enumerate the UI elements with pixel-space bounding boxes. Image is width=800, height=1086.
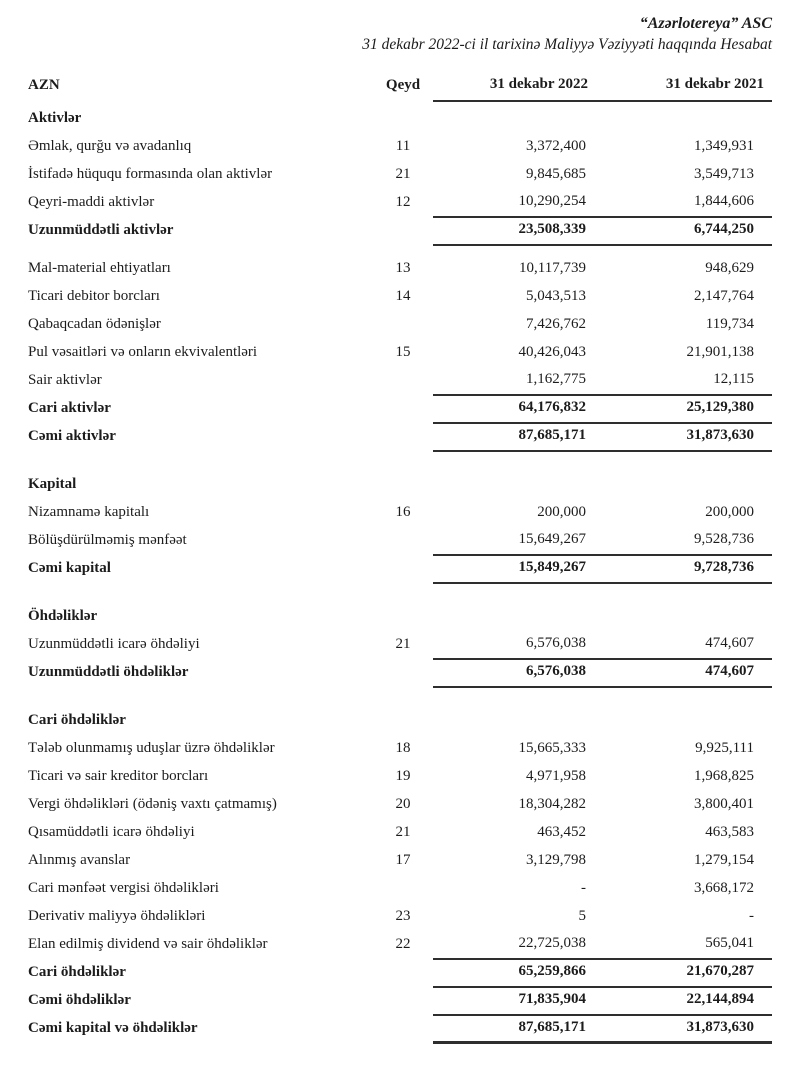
row-label: Mal-material ehtiyatları [28,260,171,277]
value-2022: 200,000 [537,504,586,521]
value-2021: 9,925,111 [695,740,754,757]
row-values [433,283,772,311]
row-label: Kapital [28,476,77,493]
row-note: 13 [395,260,411,277]
total-row [28,423,772,451]
value-2022: 87,685,171 [518,427,586,444]
value-2021: 474,607 [705,635,754,652]
value-2021: 3,800,401 [694,796,754,813]
table-row [28,763,772,791]
row-label: Qısamüddətli icarə öhdəliyi [28,824,195,841]
row-label: Cari öhdəliklər [28,964,126,981]
total-row [28,1015,772,1043]
table-row [28,255,772,283]
value-2021: 1,279,154 [694,852,754,869]
row-note: 17 [395,852,411,869]
value-2022: 15,665,333 [518,740,586,757]
value-2021: 31,873,630 [686,1018,754,1035]
row-values [433,958,772,988]
value-2022: 10,290,254 [518,193,586,210]
row-label: Alınmış avanslar [28,852,131,869]
row-values [433,471,772,499]
row-values [433,499,772,527]
total-row [28,659,772,687]
row-label: Cari aktivlər [28,400,111,417]
row-values [433,366,772,396]
row-values [433,216,772,246]
value-2021: 25,129,380 [686,399,754,416]
value-2021: 21,901,138 [686,344,754,361]
table-row [28,903,772,931]
row-label: Elan edilmiş dividend və sair öhdəliklər [28,936,268,953]
section-gap [28,583,772,603]
table-row [28,791,772,819]
value-2022: 22,725,038 [518,935,586,952]
value-2022: 71,835,904 [518,991,586,1008]
table-row [28,161,772,189]
table-row [28,367,772,395]
total-row [28,555,772,583]
row-label: Ticari və sair kreditor borcları [28,768,209,785]
row-values [433,930,772,960]
value-2022: 15,849,267 [518,559,586,576]
row-label: Uzunmüddətli aktivlər [28,222,174,239]
value-2021: 12,115 [713,371,754,388]
table-row [28,339,772,367]
value-2021: 21,670,287 [686,963,754,980]
section-header-row [28,603,772,631]
row-note: 11 [395,138,411,155]
value-2021: 1,844,606 [694,193,754,210]
table-row [28,499,772,527]
value-2022: 10,117,739 [519,260,586,277]
row-values [433,658,772,688]
table-row [28,283,772,311]
value-2021: 1,968,825 [694,768,754,785]
table-row [28,189,772,217]
row-values [433,161,772,189]
value-2022: 18,304,282 [518,796,586,813]
value-2022: 7,426,762 [526,316,586,333]
row-values [433,554,772,584]
row-note: 15 [395,344,411,361]
row-values [433,133,772,161]
total-row [28,217,772,245]
row-label: Cəmi kapital [28,560,111,577]
column-header-note: Qeyd [385,77,421,94]
row-label: Qabaqcadan ödənişlər [28,316,161,333]
row-label: Uzunmüddətli öhdəliklər [28,664,189,681]
row-values [433,707,772,735]
table-row [28,133,772,161]
value-2022: - [581,880,586,897]
value-2021: 6,744,250 [694,221,754,238]
row-values [433,311,772,339]
row-label: Bölüşdürülməmiş mənfəət [28,532,187,549]
row-note: 16 [395,504,411,521]
row-label: Aktivlər [28,110,82,127]
row-note: 21 [395,166,411,183]
row-values [433,526,772,556]
row-label: Vergi öhdəlikləri (ödəniş vaxtı çatmamış) [28,796,277,813]
value-2021: 9,728,736 [694,559,754,576]
value-2022: 5 [578,908,586,925]
row-label: Cari mənfəət vergisi öhdəlikləri [28,880,219,897]
value-2022: 6,576,038 [526,635,586,652]
row-values [433,422,772,452]
row-values [433,603,772,631]
table-row [28,819,772,847]
value-2022: 3,129,798 [526,852,586,869]
section-header-row [28,471,772,499]
value-2022: 15,649,267 [518,531,586,548]
row-note: 22 [395,936,411,953]
row-label: Əmlak, qurğu və avadanlıq [28,138,192,155]
value-2022: 23,508,339 [518,221,586,238]
table-row [28,875,772,903]
value-2022: 40,426,043 [518,344,586,361]
document-header [28,14,772,55]
row-label: Nizamnamə kapitalı [28,504,150,521]
value-2022: 6,576,038 [526,663,586,680]
row-note: 23 [395,908,411,925]
row-note: 21 [395,824,411,841]
value-2021: 9,528,736 [694,531,754,548]
row-label: Derivativ maliyyə öhdəlikləri [28,908,206,925]
value-2021: 31,873,630 [686,427,754,444]
row-note: 12 [395,194,411,211]
total-row [28,987,772,1015]
row-values [433,339,772,367]
value-2022: 1,162,775 [526,371,586,388]
value-2021: 22,144,894 [686,991,754,1008]
row-label: Sair aktivlər [28,372,102,389]
value-2022: 9,845,685 [526,166,586,183]
value-2022: 4,971,958 [526,768,586,785]
row-values [433,763,772,791]
value-2022: 5,043,513 [526,288,586,305]
balance-sheet-table [28,71,772,1043]
table-header-row [28,71,772,101]
table-row [28,527,772,555]
row-note: 21 [395,636,411,653]
value-2021: 463,583 [705,824,754,841]
column-header-2021: 31 dekabr 2021 [665,76,764,93]
value-2021: 119,734 [705,316,754,333]
report-title: 31 dekabr 2022-ci il tarixinə Maliyyə Vəziyyəti haqqında Hesabat [362,35,772,53]
value-2021: 3,549,713 [694,166,754,183]
table-row [28,311,772,339]
section-gap [28,451,772,471]
row-values [433,875,772,903]
row-label: Cari öhdəliklər [28,712,126,729]
column-header-currency: AZN [28,77,60,94]
row-values [433,791,772,819]
section-gap [28,687,772,707]
column-header-values [433,70,772,102]
value-2022: 65,259,866 [518,963,586,980]
row-label: İstifadə hüququ formasında olan aktivlər [28,166,273,183]
value-2021: - [749,908,754,925]
row-values [433,394,772,424]
value-2021: 565,041 [705,935,754,952]
row-label: Ticari debitor borcları [28,288,160,305]
row-values [433,986,772,1016]
row-values [433,903,772,931]
total-row [28,395,772,423]
value-2022: 87,685,171 [518,1018,586,1035]
column-header-2022: 31 dekabr 2022 [489,76,588,93]
row-values [433,105,772,133]
row-values [433,847,772,875]
table-row [28,931,772,959]
table-row [28,847,772,875]
section-gap [28,245,772,255]
value-2022: 463,452 [537,824,586,841]
row-values [433,255,772,283]
value-2022: 3,372,400 [526,138,586,155]
row-values [433,188,772,218]
row-label: Pul vəsaitləri və onların ekvivalentləri [28,344,258,361]
total-row [28,959,772,987]
row-label: Cəmi kapital və öhdəliklər [28,1020,198,1037]
section-header-row [28,105,772,133]
row-label: Tələb olunmamış uduşlar üzrə öhdəliklər [28,740,275,757]
row-values [433,735,772,763]
row-label: Cəmi öhdəliklər [28,992,131,1009]
value-2021: 474,607 [705,663,754,680]
row-note: 19 [395,768,411,785]
table-row [28,631,772,659]
section-header-row [28,707,772,735]
row-label: Qeyri-maddi aktivlər [28,194,155,211]
value-2021: 2,147,764 [694,288,754,305]
row-values [433,630,772,660]
row-label: Öhdəliklər [28,608,98,625]
table-body [28,105,772,1043]
row-note: 20 [395,796,411,813]
table-row [28,735,772,763]
row-note: 18 [395,740,411,757]
row-label: Cəmi aktivlər [28,428,116,445]
company-name: “Azərlotereya” ASC [639,15,772,32]
row-values [433,1013,772,1044]
value-2021: 200,000 [705,504,754,521]
row-label: Uzunmüddətli icarə öhdəliyi [28,636,200,653]
value-2022: 64,176,832 [518,399,586,416]
value-2021: 1,349,931 [694,138,754,155]
row-note: 14 [395,288,411,305]
value-2021: 3,668,172 [694,880,754,897]
value-2021: 948,629 [705,260,754,277]
row-values [433,819,772,847]
